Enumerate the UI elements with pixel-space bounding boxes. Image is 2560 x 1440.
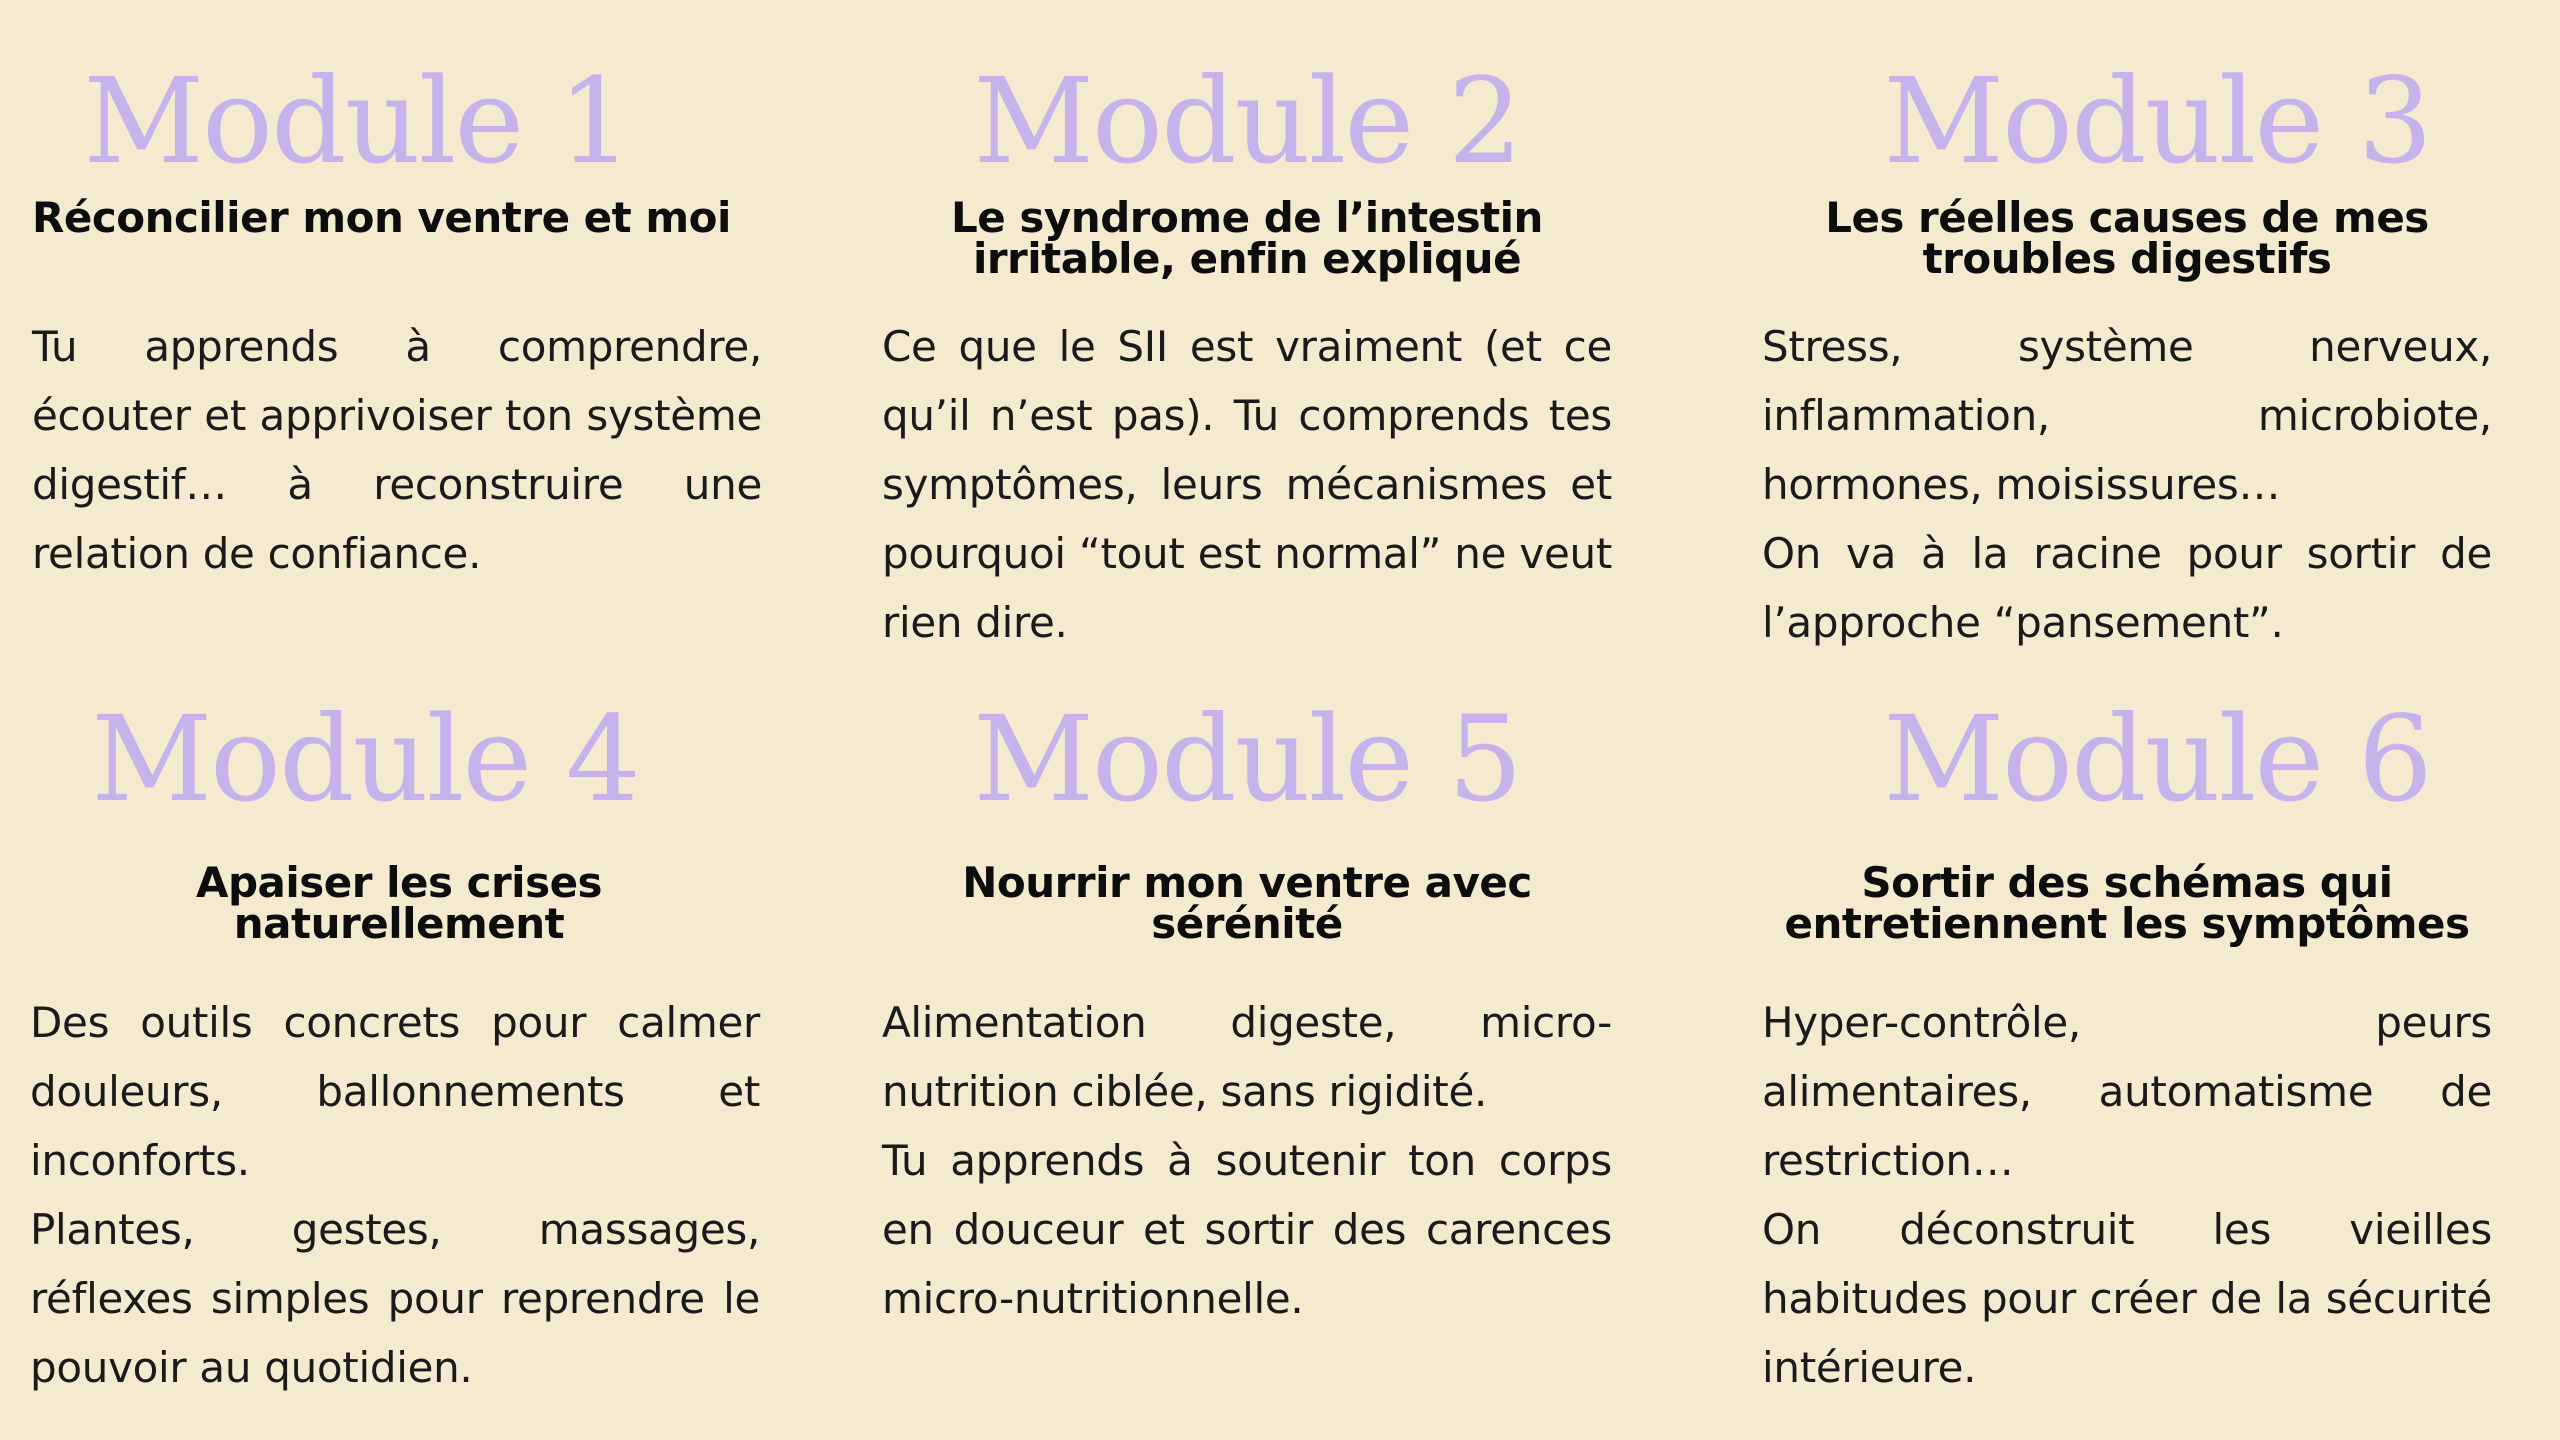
- module-5-paragraph-1: Alimentation digeste, micro-nutrition ciblée, sans rigidité.: [882, 998, 1612, 1116]
- module-4-title: Module 4: [91, 690, 639, 828]
- module-2-subtitle: Le syndrome de l’intestin irritable, enfin expliqué: [951, 193, 1543, 283]
- module-3-title: Module 3: [1883, 52, 2431, 190]
- module-1-paragraph-1: Tu apprends à comprendre, écouter et apprivoiser ton système digestif… à reconstruire une relation de confiance.: [32, 322, 762, 578]
- module-6-title: Module 6: [1883, 690, 2431, 828]
- module-1-subtitle: Réconcilier mon ventre et moi: [32, 193, 731, 242]
- module-5-title: Module 5: [973, 690, 1521, 828]
- module-2-title: Module 2: [973, 52, 1521, 190]
- module-3-subtitle: Les réelles causes de mes troubles digestifs: [1825, 193, 2429, 283]
- module-6-paragraph-1: Hyper-contrôle, peurs alimentaires, automatisme de restriction…: [1762, 998, 2492, 1185]
- module-6-subtitle: Sortir des schémas qui entretiennent les symptômes: [1784, 858, 2470, 948]
- module-3-paragraph-2: On va à la racine pour sortir de l’approche “pansement”.: [1762, 529, 2492, 647]
- module-4-subtitle: Apaiser les crises naturellement: [195, 858, 603, 948]
- module-3-description: [1762, 312, 2492, 657]
- module-5-description: [882, 988, 1612, 1333]
- module-6-description: [1762, 988, 2492, 1402]
- module-1-title: Module 1: [83, 52, 631, 190]
- module-2-paragraph-1: Ce que le SII est vraiment (et ce qu’il n’est pas). Tu comprends tes symptômes, leurs mécanismes et pourquoi “tout est normal” ne veut rien dire.: [882, 322, 1612, 647]
- module-3-paragraph-1: Stress, système nerveux, inflammation, microbiote, hormones, moisissures…: [1762, 322, 2492, 509]
- module-4-paragraph-2: Plantes, gestes, massages, réflexes simples pour reprendre le pouvoir au quotidien.: [30, 1205, 760, 1392]
- module-1-description: [32, 312, 762, 588]
- module-4-paragraph-1: Des outils concrets pour calmer douleurs, ballonnements et inconforts.: [30, 998, 760, 1185]
- module-2-description: [882, 312, 1612, 657]
- module-4-description: [30, 988, 760, 1402]
- module-5-paragraph-2: Tu apprends à soutenir ton corps en douceur et sortir des carences micro-nutritionnelle.: [882, 1136, 1612, 1323]
- module-5-subtitle: Nourrir mon ventre avec sérénité: [962, 858, 1532, 948]
- module-6-paragraph-2: On déconstruit les vieilles habitudes pour créer de la sécurité intérieure.: [1762, 1205, 2492, 1392]
